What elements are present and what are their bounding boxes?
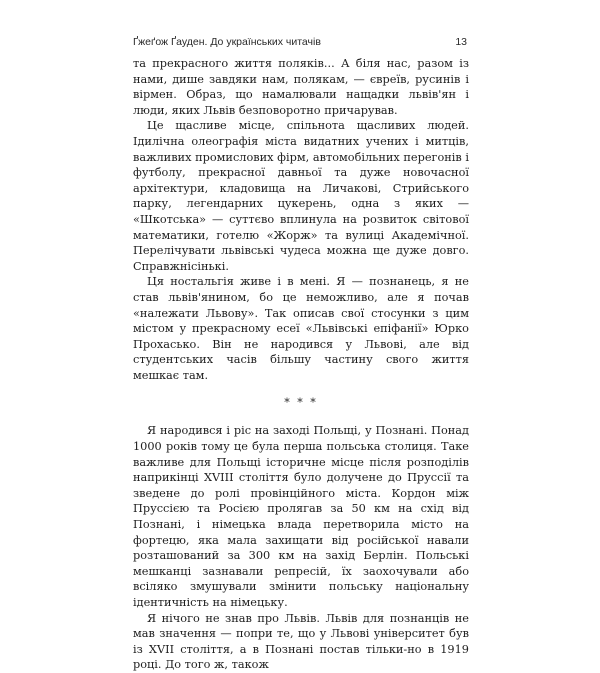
page-number: 13	[455, 36, 467, 48]
paragraph: Я нічого не знав про Львів. Львів для познанців не мав значення — попри те, що у Львові університет був із XVII століття, а в Познані постав тільки-но в 1919 році. До того ж, також	[133, 611, 469, 672]
paragraph: Я народився і ріс на заході Польщі, у Познані. Понад 1000 років тому це була перша польська столиця. Таке важливе для Польщі історичне місце після розподілів наприкінці XVIII століття було долучене до Пруссії та зведене до ролі провінційного міста. Кордон між Пруссією та Росією пролягав за 50 км на схід від Познані, і німецька влада перетворила місто на фортецю, яка мала захищати від російської навали розташований за 300 км на захід Берлін. Польські мешканці зазнавали репресій, їх заохочували або всіляко змушували змінити польську національну ідентичність на німецьку.	[133, 424, 469, 609]
body-text	[133, 56, 469, 673]
section-separator: * * *	[284, 396, 318, 410]
running-title: Ґжеґож Ґауден. До українських читачів	[133, 36, 321, 48]
paragraph: Ця ностальгія живе і в мені. Я — познанець, я не став львів'янином, бо це неможливо, але я почав «належати Львову». Так описав свої стосунки з цим містом у прекрасному есеї «Львівські епіфанії» Юрко Прохасько. Він не народився у Львові, але від студентських часів більшу частину свого життя мешкає там.	[133, 275, 469, 382]
paragraph: Це щасливе місце, спільнота щасливих людей. Ідилічна олеографія міста видатних учених і митців, важливих промислових фірм, автомобільних перегонів і футболу, прекрасної давньої та дуже новочасної архітектури, кладовища на Личакові, Стрийського парку, легендарних цукерень, одна з яких — «Шкотська» — суттєво вплинула на розвиток світової математики, готелю «Жорж» та вулиці Академічної. Перелічувати львівські чудеса можна ще дуже довго. Справжнісінькі.	[133, 119, 469, 273]
paragraph: та прекрасного життя поляків... А біля нас, разом із нами, дише завдяки нам, полякам, — євреїв, русинів і вірмен. Образ, що намалювали нащадки львів'ян і люди, яких Львів безповоротно причарував.	[133, 57, 469, 117]
